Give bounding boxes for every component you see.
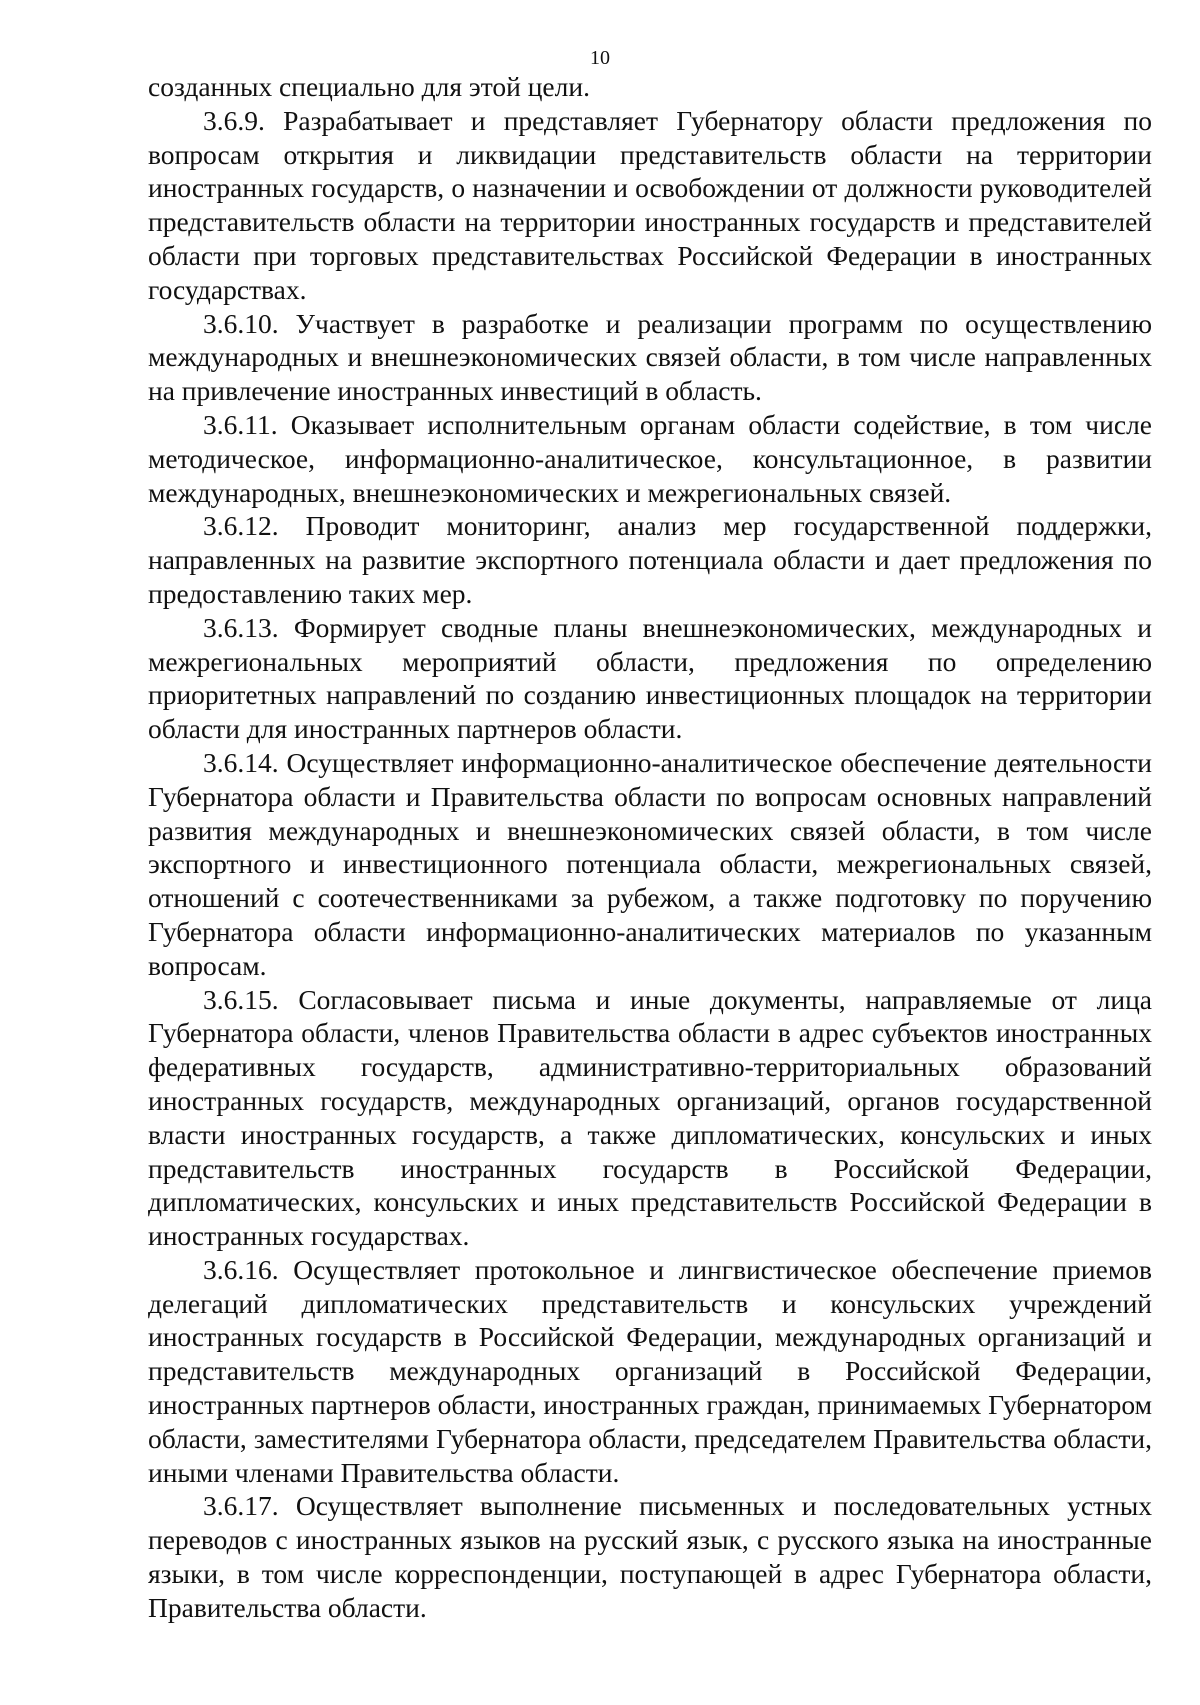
paragraph-3-6-11 xyxy=(148,408,1152,509)
paragraph-3-6-15 xyxy=(148,983,1152,1253)
clause-number: 3.6.13. xyxy=(203,611,279,643)
clause-number: 3.6.12. xyxy=(203,510,279,542)
clause-number: 3.6.17. xyxy=(203,1490,279,1522)
clause-number: 3.6.16. xyxy=(203,1253,279,1285)
clause-number: 3.6.15. xyxy=(203,983,279,1015)
paragraph-3-6-17 xyxy=(148,1489,1152,1624)
paragraph-3-6-12 xyxy=(148,509,1152,610)
paragraph-text: Формирует сводные планы внешнеэкономических, международных и межрегиональных мероприятий области, предложения по определению приоритетных направлений по созданию инвестиционных площадок на территории области для иностранных партнеров области. xyxy=(148,611,1152,745)
clause-number: 3.6.14. xyxy=(203,746,279,778)
paragraph-continuation xyxy=(148,70,1152,104)
paragraph-3-6-13 xyxy=(148,611,1152,746)
paragraph-3-6-10 xyxy=(148,307,1152,408)
paragraph-text: Оказывает исполнительным органам области содействие, в том числе методическое, информационно-аналитическое, консультационное, в развитии международных, внешнеэкономических и межрегиональных связей. xyxy=(148,408,1152,508)
paragraph-3-6-14 xyxy=(148,746,1152,983)
paragraph-text: Осуществляет информационно-аналитическое обеспечение деятельности Губернатора области и Правительства области по вопросам основных направлений развития международных и внешнеэкономических связей области, в том числе экспортного и инвестиционного потенциала области, межрегиональных связей, отношений с соотечественниками за рубежом, а также подготовку по поручению Губернатора области информационно-аналитических материалов по указанным вопросам. xyxy=(148,746,1152,981)
paragraph-text: созданных специально для этой цели. xyxy=(148,71,590,102)
paragraph-text: Осуществляет выполнение письменных и последовательных устных переводов с иностранных языков на русский язык, с русского языка на иностранные языки, в том числе корреспонденции, поступающей в адрес Губернатора области, Правительства области. xyxy=(148,1490,1153,1623)
paragraph-text: Участвует в разработке и реализации программ по осуществлению международных и внешнеэкономических связей области, в том числе направленных на привлечение иностранных инвестиций в область. xyxy=(148,307,1153,407)
paragraph-text: Согласовывает письма и иные документы, направляемые от лица Губернатора области, членов Правительства области в адрес субъектов иностранных федеративных государств, административно-территориальных образований иностранных государств, международных организаций, органов государственной власти иностранных государств, а также дипломатических, консульских и иных представительств иностранных государств в Российской Федерации, дипломатических, консульских и иных представительств Российской Федерации в иностранных государствах. xyxy=(148,983,1152,1252)
page-number: 10 xyxy=(590,47,610,69)
clause-number: 3.6.11. xyxy=(203,408,278,440)
paragraph-text: Разрабатывает и представляет Губернатору области предложения по вопросам открытия и ликвидации представительств области на территории иностранных государств, о назначении и освобождении от должности руководителей представительств области на территории иностранных государств и представителей области при торговых представительствах Российской Федерации в иностранных государствах. xyxy=(148,104,1153,305)
paragraph-text: Осуществляет протокольное и лингвистическое обеспечение приемов делегаций дипломатических представительств и консульских учреждений иностранных государств в Российской Федерации, международных организаций и представительств международных организаций в Российской Федерации, иностранных партнеров области, иностранных граждан, принимаемых Губернатором области, заместителями Губернатора области, председателем Правительства области, иными членами Правительства области. xyxy=(148,1253,1152,1488)
paragraph-3-6-16 xyxy=(148,1253,1152,1490)
clause-number: 3.6.10. xyxy=(203,307,279,339)
clause-number: 3.6.9. xyxy=(203,104,265,136)
paragraph-text: Проводит мониторинг, анализ мер государственной поддержки, направленных на развитие экспортного потенциала области и дает предложения по предоставлению таких мер. xyxy=(148,510,1152,609)
document-body xyxy=(148,70,1152,1625)
paragraph-3-6-9 xyxy=(148,104,1152,307)
